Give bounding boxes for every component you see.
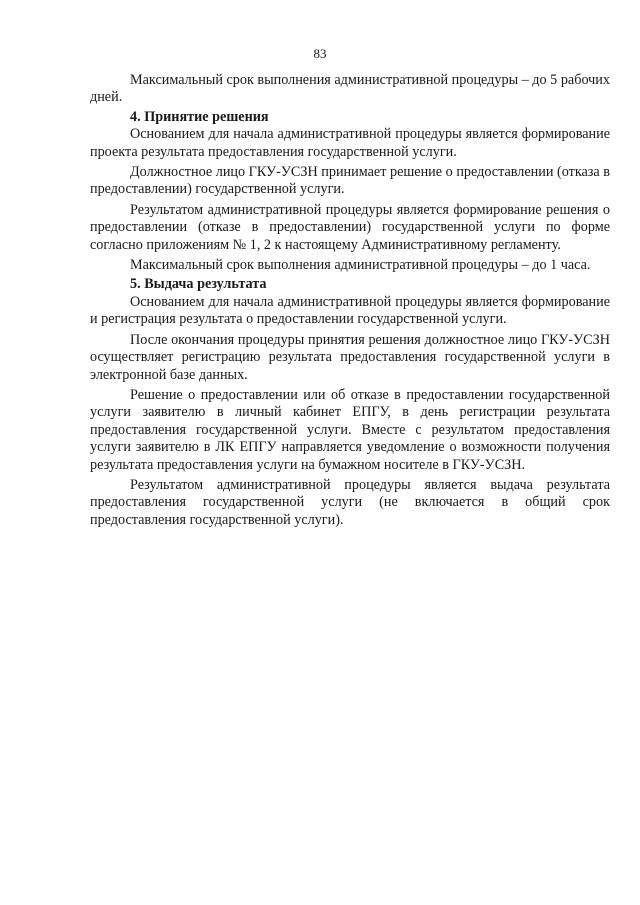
paragraph-basis-decision: Основанием для начала административной процедуры является формирование проекта результата предоставления государственной услуги. — [90, 126, 610, 160]
paragraph-basis-issuance: Основанием для начала административной процедуры является формирование и регистрация результата о предоставлении государственной услуги. — [90, 293, 610, 328]
section-heading-4: 4. Принятие решения — [130, 108, 269, 125]
paragraph-result-issuance: Результатом административной процедуры является выдача результата предоставления государственной услуги (не включается в общий срок предоставления государственной услуги). — [90, 476, 610, 528]
page-number: 83 — [313, 46, 327, 61]
section-heading-5: 5. Выдача результата — [130, 276, 267, 293]
paragraph-max-term-1-hour: Максимальный срок выполнения административной процедуры – до 1 часа. — [130, 257, 591, 274]
paragraph-result-decision: Результатом административной процедуры является формирование решения о предоставлении (отказе в предоставлении) государственной услуги по форме согласно приложениям № 1, 2 к настоящему Административному регламенту. — [90, 201, 610, 253]
paragraph-max-term-5-days: Максимальный срок выполнения административной процедуры – до 5 рабочих дней. — [90, 72, 610, 106]
document-body — [90, 72, 610, 529]
paragraph-official-decision: Должностное лицо ГКУ-УСЗН принимает решение о предоставлении (отказа в предоставлении) государственной услуги. — [90, 164, 610, 198]
paragraph-registration: После окончания процедуры принятия решения должностное лицо ГКУ-УСЗН осуществляет регистрацию результата предоставления государственной услуги в электронной базе данных. — [90, 331, 610, 383]
paragraph-delivery-epgu: Решение о предоставлении или об отказе в предоставлении государственной услуги заявителю в личный кабинет ЕПГУ, в день регистрации результата предоставления государственной услуги. Вместе с результатом предоставления услуги заявителю в ЛК ЕПГУ направляется уведомление о возможности получения результата предоставления услуги на бумажном носителе в ГКУ-УСЗН. — [90, 386, 610, 473]
